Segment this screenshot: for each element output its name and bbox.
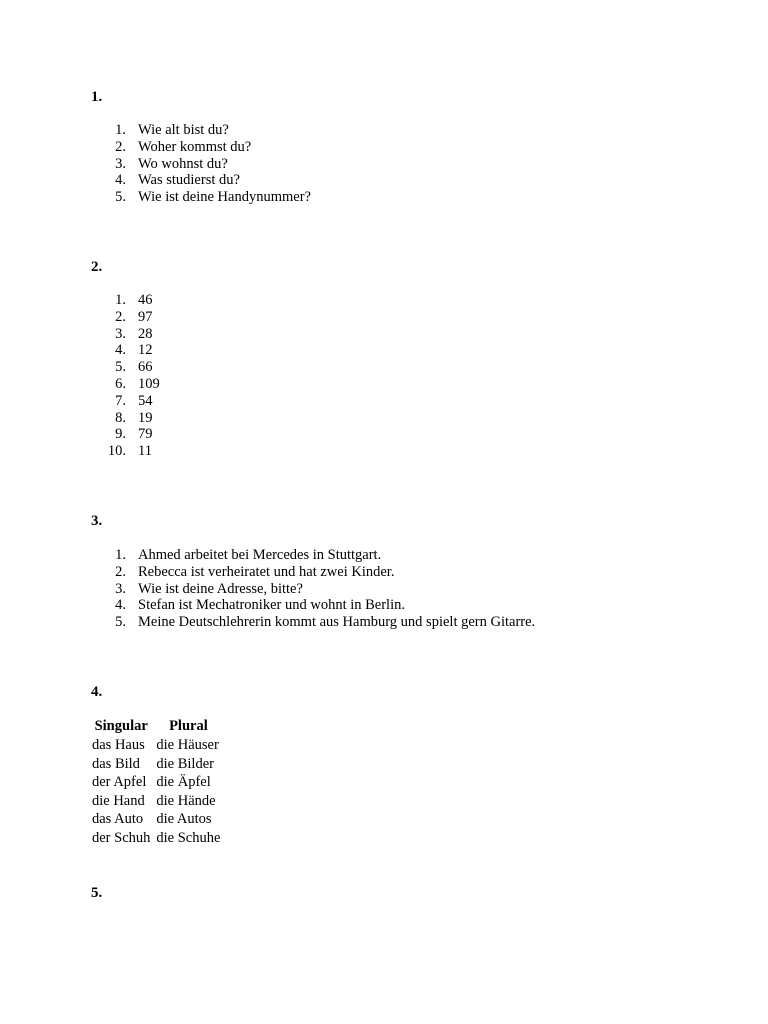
plural-cell: die Äpfel: [156, 774, 211, 791]
table-row: [89, 736, 223, 755]
table-header-row: [89, 717, 223, 736]
plural-cell: die Schuhe: [156, 829, 221, 846]
singular-plural-table: [89, 717, 223, 848]
section-4-heading: 4.: [91, 684, 103, 700]
singular-cell: das Haus: [92, 737, 145, 753]
singular-cell: der Schuh: [92, 829, 151, 846]
table-row: [89, 755, 223, 774]
section-1-heading: 1.: [91, 89, 103, 105]
section-3-heading: 3.: [91, 513, 103, 529]
column-header-singular: Singular: [94, 718, 148, 734]
table-row: [89, 792, 223, 811]
plural-cell: die Autos: [156, 811, 212, 828]
singular-cell: das Bild: [92, 755, 140, 772]
section-5-heading: 5.: [91, 885, 103, 901]
table-row: [89, 829, 223, 848]
singular-cell: der Apfel: [92, 774, 147, 791]
table-row: [89, 810, 223, 829]
section-2-heading: 2.: [91, 259, 103, 275]
plural-cell: die Hände: [156, 792, 216, 809]
table-row: [89, 773, 223, 792]
column-header-plural: Plural: [169, 718, 208, 734]
plural-cell: die Häuser: [156, 737, 219, 753]
singular-cell: das Auto: [92, 811, 144, 828]
plural-cell: die Bilder: [156, 755, 214, 772]
singular-cell: die Hand: [92, 792, 145, 809]
